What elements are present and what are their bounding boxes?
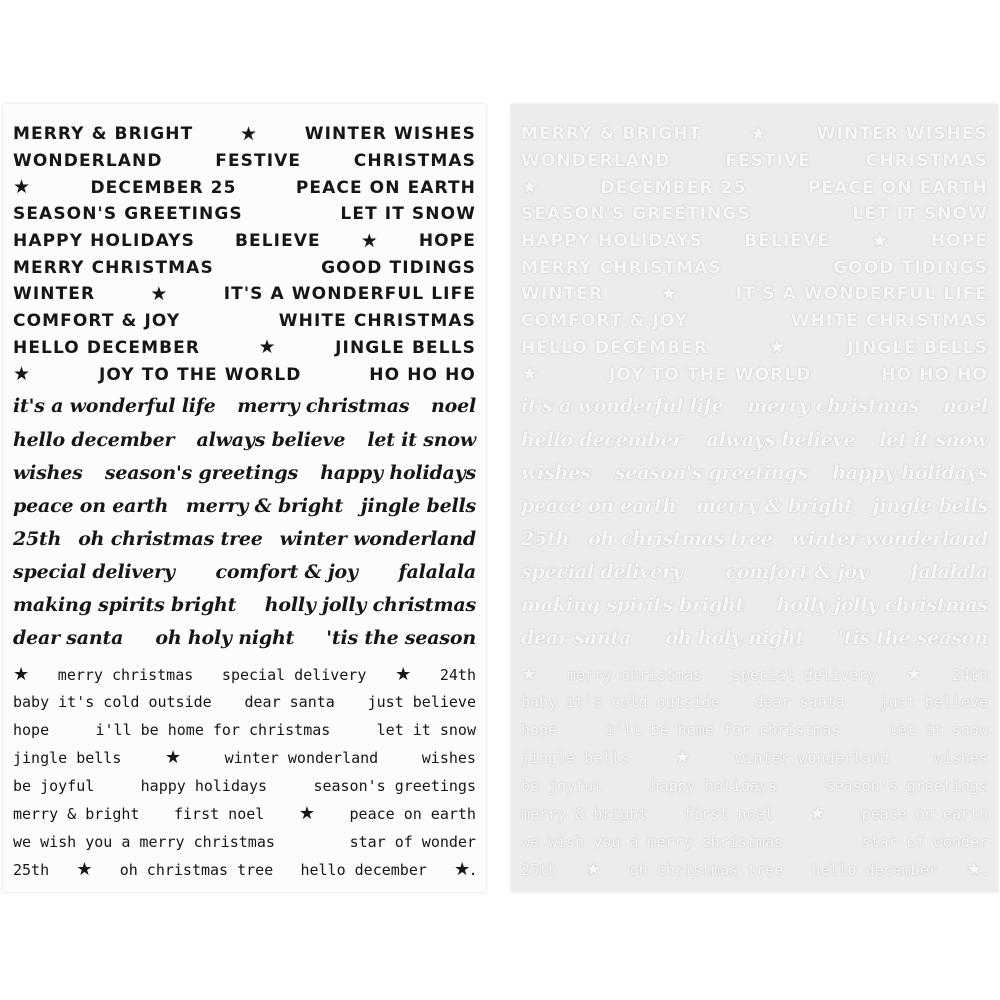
sentiment-text: HO HO HO	[369, 364, 476, 385]
sentiment-line	[521, 828, 988, 856]
sentiment-text: WONDERLAND	[13, 151, 163, 172]
sentiment-text: 'tis the season	[838, 627, 988, 650]
star-icon: ★	[258, 336, 277, 359]
sentiment-line	[521, 800, 988, 828]
frosted-stamp-sheet	[511, 104, 998, 892]
sentiment-text: winter wonderland	[224, 749, 379, 768]
sentiment-text: always believe	[196, 428, 346, 451]
sentiment-text: winter wonderland	[735, 749, 889, 768]
sentiment-text: CHRISTMAS	[865, 151, 988, 172]
sentiment-text: BELIEVE	[234, 231, 321, 252]
sentiment-text: it's a wonderful life	[521, 395, 724, 418]
sentiment-line	[13, 716, 476, 744]
sentiment-text: let it snow	[879, 428, 988, 451]
sentiment-text: 25th	[13, 527, 62, 550]
sentiment-text: FESTIVE	[215, 151, 302, 172]
sentiment-text: happy holidays	[650, 777, 778, 796]
sentiment-text: PEACE ON EARTH	[807, 177, 988, 198]
sentiment-text: star of wonder	[349, 832, 476, 851]
star-icon: ★	[585, 858, 602, 880]
sentiment-text: comfort & joy	[725, 560, 868, 583]
sentiment-text: hello december	[521, 428, 683, 451]
sentiment-text: jingle bells	[13, 749, 122, 768]
sentiment-line	[521, 489, 988, 522]
sentiment-text: HOPE	[930, 231, 988, 252]
sentiment-text: hello december	[13, 428, 175, 451]
sentiment-text: WONDERLAND	[521, 151, 671, 172]
star-icon: ★	[521, 663, 538, 685]
sentiment-text: happy holidays	[320, 461, 476, 484]
sentiment-text: 24th	[951, 665, 988, 684]
sentiment-text: first noel	[683, 805, 774, 824]
sentiment-text: season's greetings	[614, 461, 808, 484]
sentiment-text: 'tis the season	[326, 627, 476, 650]
sentiment-text: first noel	[173, 805, 265, 824]
sentiment-text: merry & bright	[521, 805, 648, 824]
sentiment-text: season's greetings	[104, 461, 298, 484]
sentiment-line	[13, 555, 476, 588]
star-icon: ★	[164, 747, 182, 769]
sentiment-text: dear santa	[754, 693, 845, 712]
sentiment-text: hope	[521, 721, 558, 740]
sentiment-line	[521, 716, 988, 744]
sentiment-line	[521, 622, 988, 655]
sentiment-text: let it snow	[367, 428, 476, 451]
sentiment-text: be joyful	[521, 777, 603, 796]
sentiment-text: star of wonder	[861, 832, 988, 851]
sentiment-line	[521, 308, 988, 335]
sentiment-text: happy holidays	[832, 461, 988, 484]
sentiment-text: 25th	[521, 527, 570, 550]
sentiment-text: special delivery	[731, 665, 877, 684]
sentiment-text: season's greetings	[825, 777, 988, 796]
sentiment-text: WINTER WISHES	[816, 124, 988, 145]
sentiment-text: DECEMBER 25	[90, 177, 237, 198]
caps-sentiments	[521, 121, 988, 388]
sentiment-line	[13, 661, 476, 689]
star-icon: ★	[871, 229, 890, 252]
sentiment-text: merry & bright	[13, 805, 140, 824]
sentiment-text: we wish you a merry christmas	[13, 832, 275, 851]
sentiment-text: be joyful	[13, 777, 95, 796]
sentiment-text: oh holy night	[665, 627, 805, 650]
star-icon: ★	[150, 282, 169, 305]
sentiment-text: MERRY CHRISTMAS	[13, 257, 214, 278]
sentiment-text: oh christmas tree	[78, 527, 263, 550]
clear-stamp-sheet	[3, 104, 486, 892]
sentiment-line	[13, 800, 476, 828]
sentiment-text: MERRY & BRIGHT	[13, 124, 194, 145]
sentiment-text: making spirits bright	[13, 593, 237, 616]
sentiment-line	[521, 661, 988, 689]
sentiment-text: let it snow	[376, 721, 476, 740]
sentiment-text: WINTER	[521, 284, 604, 305]
sentiment-text: FESTIVE	[725, 151, 812, 172]
sentiment-text: JINGLE BELLS	[847, 337, 988, 358]
star-icon: ★	[906, 663, 923, 685]
sentiment-line	[13, 456, 476, 489]
sentiment-text: falalala	[910, 560, 988, 583]
sentiment-line	[13, 281, 476, 308]
sentiment-text: hope	[13, 721, 50, 740]
sentiment-line	[13, 308, 476, 335]
sentiment-text: JOY TO THE WORLD	[98, 364, 302, 385]
sentiment-text: making spirits bright	[521, 593, 745, 616]
sentiment-text: merry christmas	[57, 665, 194, 684]
sentiment-line	[521, 772, 988, 800]
sentiment-line	[13, 361, 476, 388]
sentiment-text: wishes	[13, 461, 83, 484]
sentiment-text: GOOD TIDINGS	[833, 257, 988, 278]
sentiment-line	[521, 555, 988, 588]
sentiment-text: it's a wonderful life	[13, 395, 216, 418]
star-icon: ★.	[454, 858, 476, 880]
star-icon: ★	[298, 803, 315, 825]
sentiment-line	[521, 456, 988, 489]
sentiment-text: HELLO DECEMBER	[13, 337, 201, 358]
sentiment-line	[13, 390, 476, 423]
star-icon: ★	[660, 282, 679, 305]
sentiment-text: SEASON'S GREETINGS	[13, 204, 243, 225]
sentiment-text: HOPE	[418, 231, 476, 252]
sentiment-text: merry & bright	[695, 494, 854, 517]
sentiment-text: just believe	[879, 693, 988, 712]
sentiment-line	[13, 228, 476, 255]
sentiment-text: HAPPY HOLIDAYS	[13, 231, 195, 252]
sentiment-text: merry christmas	[747, 395, 920, 418]
star-icon: ★.	[966, 858, 988, 880]
sentiment-line	[13, 335, 476, 362]
sentiment-line	[521, 148, 988, 175]
sentiment-text: COMFORT & JOY	[13, 311, 181, 332]
sentiment-line	[13, 622, 476, 655]
sentiment-line	[521, 254, 988, 281]
sentiment-text: special delivery	[521, 560, 683, 583]
sentiment-text: baby it's cold outside	[13, 693, 212, 712]
sentiment-text: merry christmas	[566, 665, 703, 684]
sentiment-line	[13, 856, 476, 884]
sentiment-text: 24th	[439, 665, 476, 684]
sentiment-line	[13, 489, 476, 522]
star-icon: ★	[76, 858, 93, 880]
sentiment-text: jingle bells	[521, 749, 630, 768]
sentiment-text: merry christmas	[237, 395, 410, 418]
sentiment-text: hello december	[300, 860, 427, 879]
sentiment-line	[521, 121, 988, 148]
sentiment-text: season's greetings	[313, 777, 476, 796]
sentiment-text: baby it's cold outside	[521, 693, 720, 712]
sentiment-text: falalala	[398, 560, 476, 583]
sentiment-line	[13, 423, 476, 456]
star-icon: ★	[360, 229, 379, 252]
sentiment-text: peace on earth	[349, 805, 476, 824]
sentiment-text: COMFORT & JOY	[521, 311, 689, 332]
sentiment-line	[521, 228, 988, 255]
sentiment-text: winter wonderland	[791, 527, 988, 550]
sentiment-text: holly jolly christmas	[776, 593, 988, 616]
sentiment-text: dear santa	[244, 693, 335, 712]
sentiment-text: always believe	[706, 428, 856, 451]
sentiment-text: oh holy night	[155, 627, 295, 650]
script-sentiments	[521, 390, 988, 655]
typewriter-sentiments	[13, 661, 476, 884]
sentiment-text: WINTER	[13, 284, 96, 305]
sentiment-text: WINTER WISHES	[304, 124, 476, 145]
sentiment-text: peace on earth	[861, 805, 988, 824]
sentiment-line	[13, 522, 476, 555]
sentiment-line	[521, 588, 988, 621]
sentiment-text: BELIEVE	[744, 231, 831, 252]
sentiment-text: HO HO HO	[881, 364, 988, 385]
sentiment-text: let it snow	[888, 721, 988, 740]
sentiment-text: we wish you a merry christmas	[521, 832, 783, 851]
sentiment-text: MERRY CHRISTMAS	[521, 257, 722, 278]
sentiment-line	[13, 174, 476, 201]
script-sentiments	[13, 390, 476, 655]
sentiment-text: noel	[430, 395, 476, 418]
sentiment-line	[521, 689, 988, 717]
star-icon: ★	[395, 663, 412, 685]
sentiment-text: wishes	[421, 749, 476, 768]
star-icon: ★	[521, 363, 540, 386]
sentiment-text: 25th	[521, 860, 558, 879]
sentiment-line	[521, 423, 988, 456]
sentiment-line	[521, 361, 988, 388]
sentiment-text: dear santa	[521, 627, 632, 650]
sentiment-text: WHITE CHRISTMAS	[278, 311, 476, 332]
star-icon: ★	[674, 747, 691, 769]
sentiment-text: oh christmas tree	[588, 527, 773, 550]
sentiment-text: WHITE CHRISTMAS	[790, 311, 988, 332]
sentiment-line	[521, 522, 988, 555]
sentiment-line	[521, 744, 988, 772]
sentiment-text: SEASON'S GREETINGS	[521, 204, 751, 225]
sentiment-text: i'll be home for christmas	[605, 721, 841, 740]
sentiment-line	[13, 689, 476, 717]
sentiment-line	[521, 201, 988, 228]
sentiment-text: i'll be home for christmas	[95, 721, 331, 740]
sentiment-text: LET IT SNOW	[340, 204, 476, 225]
sentiment-text: 25th	[13, 860, 50, 879]
sentiment-line	[13, 121, 476, 148]
sentiment-text: comfort & joy	[215, 560, 358, 583]
sentiment-line	[13, 744, 476, 772]
sentiment-text: wishes	[933, 749, 988, 768]
sentiment-text: JOY TO THE WORLD	[608, 364, 812, 385]
sentiment-line	[13, 254, 476, 281]
sentiment-text: IT'S A WONDERFUL LIFE	[735, 284, 988, 305]
sentiment-text: special delivery	[13, 560, 175, 583]
sentiment-text: happy holidays	[140, 777, 268, 796]
sentiment-text: merry & bright	[185, 494, 344, 517]
star-icon: ★	[768, 336, 787, 359]
sentiment-text: oh christmas tree	[119, 860, 274, 879]
star-icon: ★	[809, 803, 826, 825]
sentiment-text: peace on earth	[13, 494, 169, 517]
sentiment-line	[521, 856, 988, 884]
sentiment-text: LET IT SNOW	[852, 204, 988, 225]
sentiment-line	[13, 588, 476, 621]
star-icon: ★	[749, 122, 769, 145]
star-icon: ★	[13, 363, 32, 386]
sentiment-text: MERRY & BRIGHT	[521, 124, 702, 145]
star-icon: ★	[13, 663, 30, 685]
sentiment-text: dear santa	[13, 627, 124, 650]
sentiment-line	[521, 281, 988, 308]
sentiment-line	[521, 174, 988, 201]
sentiment-text: noel	[942, 395, 988, 418]
sentiment-text: wishes	[521, 461, 591, 484]
star-icon: ★	[13, 176, 32, 199]
sentiment-line	[13, 148, 476, 175]
sentiment-line	[13, 201, 476, 228]
typewriter-sentiments	[521, 661, 988, 884]
sentiment-text: winter wonderland	[279, 527, 476, 550]
sentiment-text: HAPPY HOLIDAYS	[521, 231, 703, 252]
sentiment-line	[521, 390, 988, 423]
sentiment-text: DECEMBER 25	[600, 177, 747, 198]
sentiment-text: special delivery	[221, 665, 367, 684]
caps-sentiments	[13, 121, 476, 388]
sentiment-text: oh christmas tree	[629, 860, 784, 879]
sentiment-line	[13, 772, 476, 800]
sentiment-text: PEACE ON EARTH	[295, 177, 476, 198]
sentiment-text: GOOD TIDINGS	[321, 257, 476, 278]
sentiment-text: jingle bells	[360, 494, 476, 517]
sentiment-text: HELLO DECEMBER	[521, 337, 709, 358]
sentiment-text: peace on earth	[521, 494, 677, 517]
star-icon: ★	[239, 122, 259, 145]
sentiment-text: hello december	[811, 860, 938, 879]
sentiment-text: just believe	[367, 693, 476, 712]
sentiment-line	[521, 335, 988, 362]
star-icon: ★	[521, 176, 540, 199]
sentiment-text: jingle bells	[872, 494, 988, 517]
sentiment-text: JINGLE BELLS	[335, 337, 476, 358]
sentiment-text: CHRISTMAS	[353, 151, 476, 172]
sentiment-text: holly jolly christmas	[264, 593, 476, 616]
sentiment-line	[13, 828, 476, 856]
sentiment-text: IT'S A WONDERFUL LIFE	[223, 284, 476, 305]
